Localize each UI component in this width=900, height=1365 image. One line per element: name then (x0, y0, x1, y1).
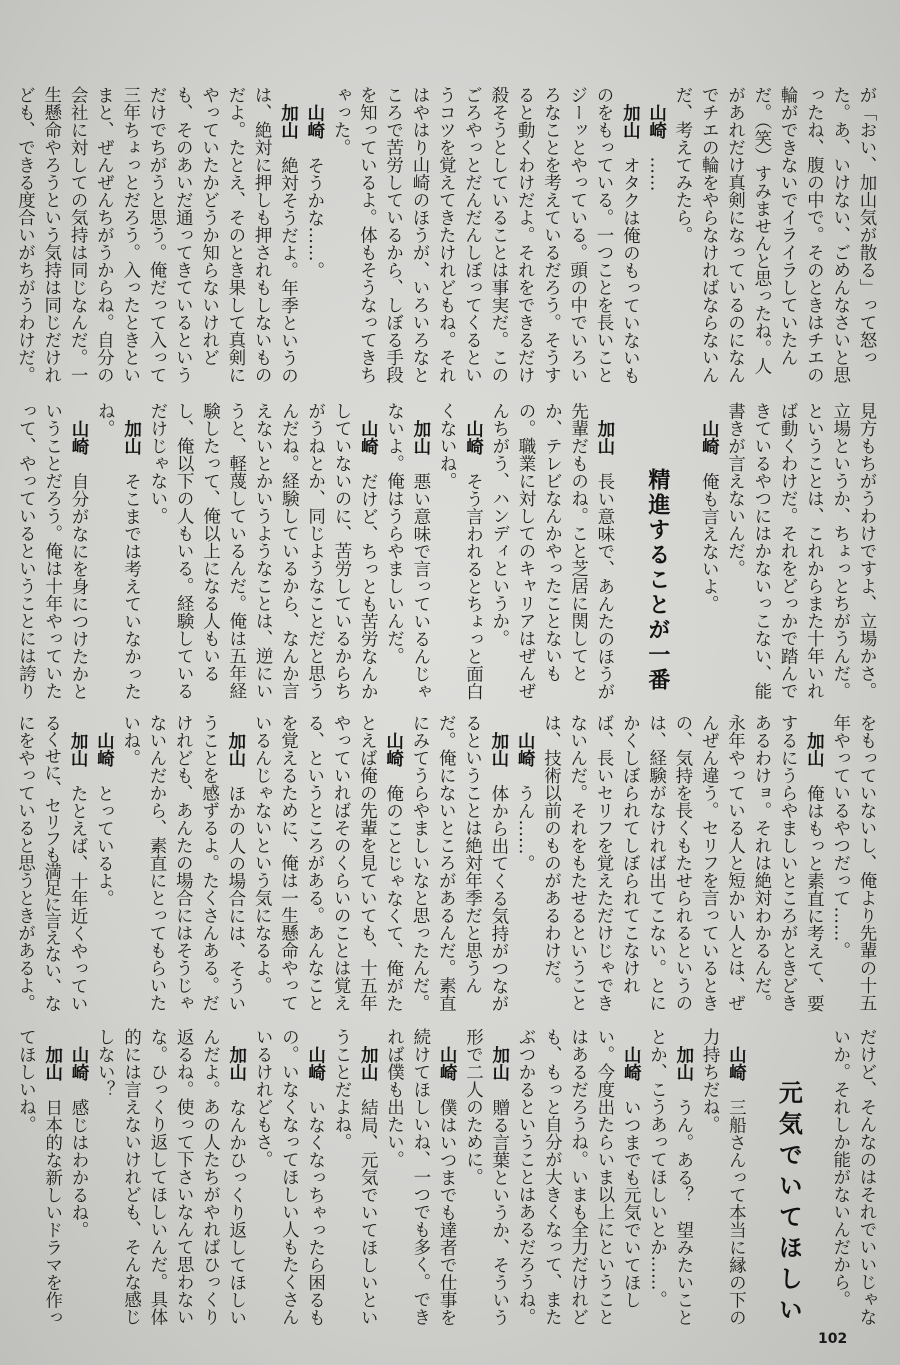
speaker-turn-line (355, 402, 381, 704)
text-line: も、もっと自分が大きくなって、また (542, 1028, 563, 1326)
speaker-turn-line (66, 1028, 92, 1330)
text-line: 見方もちがうわけですよ、立場かさ。 (857, 402, 877, 700)
speaker-turn-line (696, 402, 722, 704)
text-line: がうねとか、同じようなことだと思う (305, 402, 326, 700)
text-line: だけど、そんなのはそれでいいじゃな (857, 1028, 877, 1326)
line-text: そこまでは考えていなかった (121, 472, 142, 700)
speaker-turn-line (66, 402, 92, 704)
text-line: ども、できる度合いがちがうわけだ。 (15, 86, 36, 384)
speaker-name: 加山 (42, 1045, 63, 1081)
line-text: 絶対そうだよ。年季というの (278, 156, 299, 384)
text-line: は、絶対に押しも押されもしないもの (252, 86, 273, 384)
line-text: ほかの人の場合には、そうい (225, 784, 246, 1012)
text-line: の。いなくなってほしい人もたくさん (279, 1028, 300, 1326)
speaker-turn-line (671, 1028, 697, 1330)
speaker-name: 山崎 (383, 731, 404, 767)
text-line: 形で二人のために。 (463, 1028, 484, 1186)
text-line: るということは絶対年季だと思うん (462, 714, 483, 994)
speaker-turn-line (486, 714, 512, 1016)
text-line: を覚えるために、俺は一生懸命やって (278, 714, 299, 1012)
line-text: オタクは俺のもっていないも (620, 156, 641, 384)
text-line: ぶつかるということはあるだろうね。 (516, 1028, 537, 1326)
text-line: 年やっているやつだって……。 (830, 714, 851, 959)
text-line: うコツを覚えてきたけれどもね。それ (436, 86, 457, 384)
line-text: 俺はもっと素直に考えて、要 (804, 784, 825, 1012)
text-line: はやはり山崎のほうが、いろいろなと (409, 86, 430, 384)
text-line: にみてうらやましいなと思ったんだ。 (409, 714, 430, 1012)
text-line: てほしいね。 (16, 1028, 37, 1133)
line-text: たとえば、十年近くやってい (68, 784, 89, 1012)
text-line: はあるだろうね。いまも全力だけれど (568, 1028, 589, 1326)
speaker-name: 山崎 (358, 419, 379, 455)
text-line: るくせに、セリフも満足に言えない、な (41, 714, 62, 1012)
text-line: ジーッとやっている。頭の中でいろい (567, 86, 588, 384)
text-line: きているやつにはかないっこない、能 (751, 402, 772, 700)
text-line: かくしぼられてしぼられてこなけれ (620, 714, 641, 994)
text-line: いるけれどもさ。 (253, 1028, 274, 1168)
text-line: る、というところがある。あんなこと (304, 714, 325, 1012)
speaker-turn-line (618, 1028, 644, 1330)
text-line: が「おい、加山気が散る」って怒っ (857, 86, 877, 366)
line-text: とっているよ。 (94, 784, 115, 907)
text-line: だけでちがうと思う。俺だって入って (146, 86, 167, 384)
speaker-turn-line (223, 1028, 249, 1330)
text-line: ね。 (95, 402, 116, 437)
text-line: でチエの輪をやらなければならないん (699, 86, 720, 384)
text-line: 的には言えないけれども、そんな感じ (121, 1028, 142, 1326)
speaker-name: 加山 (410, 419, 431, 455)
text-line: を知っているよ。体もそうなってきち (357, 86, 378, 384)
text-line: も、そのあいだ通ってきているという (173, 86, 194, 384)
text-line: んだよ。あの人たちがやればひっくり (200, 1028, 221, 1326)
speaker-name: 山崎 (726, 1045, 747, 1081)
speaker-name: 加山 (278, 103, 299, 139)
text-line: 返るね。使って下さいなんて思わない (174, 1028, 195, 1326)
text-line: あるわけョ。それは絶対わかるんだ。 (751, 714, 772, 1012)
text-line: 先輩だものね。こと芝居に関してと (568, 402, 589, 682)
text-line: い。今度出たらいま以上にということ (594, 1028, 615, 1326)
text-line: の、気持を長くもたせられるというの (672, 714, 693, 1012)
speaker-turn-line (118, 402, 144, 704)
speaker-name: 加山 (358, 1045, 379, 1081)
line-text: なんかひっくり返してほしい (226, 1098, 247, 1326)
text-line: ということは、これからまた十年いれ (804, 402, 825, 700)
text-line: 三年ちょっとだろう。入ったときとい (120, 86, 141, 384)
text-line: 生懸命やろうという気持は同じだけれ (41, 86, 62, 384)
line-text: 体から出てくる気持がつなが (488, 784, 509, 1012)
text-line: か、テレビなんかやったことないも (542, 402, 563, 682)
speaker-name: 山崎 (515, 731, 536, 767)
speaker-turn-line (65, 714, 91, 1016)
speaker-name: 山崎 (305, 1045, 326, 1081)
speaker-turn-line (434, 1028, 460, 1330)
text-line: いね。 (120, 714, 141, 767)
speaker-name: 加山 (226, 1045, 247, 1081)
speaker-turn-line (617, 86, 643, 388)
line-text: …… (646, 156, 667, 191)
text-line: 書きが言えないんだ。 (725, 402, 746, 577)
speaker-name: 山崎 (621, 1045, 642, 1081)
section-heading: 精進することが一番 (644, 468, 670, 693)
line-text: うん。ある？ 望みたいこと (673, 1098, 694, 1326)
text-line: た。あ、いけない、ごめんなさいと思 (830, 86, 851, 384)
speaker-name: 山崎 (68, 1045, 89, 1081)
text-line: 続けてほしいね、一つでも多く。でき (410, 1028, 431, 1326)
text-line: な。ひっくり返してほしいんだ。具体 (147, 1028, 168, 1326)
line-text: 自分がなにを身につけたかと (68, 472, 89, 700)
speaker-turn-line (408, 402, 434, 704)
speaker-name: 加山 (489, 1045, 510, 1081)
line-text: 贈る言葉というか、そういう (489, 1098, 510, 1326)
text-line: 験したって、俺以上になる人もいる (200, 402, 221, 682)
text-line: えないとかいうようなことは、逆にい (253, 402, 274, 700)
text-line: ると動くわけだよ。それをできるだけ (515, 86, 536, 384)
speaker-turn-line (301, 86, 327, 388)
speaker-name: 加山 (488, 731, 509, 767)
speaker-name: 山崎 (68, 419, 89, 455)
text-line: の。職業に対してのキャリアはぜんぜ (516, 402, 537, 700)
text-line: んだね。経験しているから、なんか言 (279, 402, 300, 700)
line-text: 俺も言えないよ。 (699, 472, 720, 612)
text-line: 会社に対しての気持は同じなんだ。一 (68, 86, 89, 384)
text-tier-1 (10, 86, 880, 388)
speaker-name: 山崎 (646, 103, 667, 139)
text-line: とえば俺の先輩を見ていても、十五年 (357, 714, 378, 1012)
speaker-name: 山崎 (304, 103, 325, 139)
text-tier-3 (10, 714, 880, 1016)
line-text: 三船さんって本当に縁の下の (726, 1098, 747, 1326)
speaker-turn-line (223, 714, 249, 1016)
speaker-name: 加山 (68, 731, 89, 767)
page-number: 102 (818, 1331, 848, 1347)
text-line: していないのに、苦労しているからち (331, 402, 352, 700)
text-line: ないんだから、素直にとってもらいた (146, 714, 167, 1012)
line-text: だけど、ちっとも苦労なんか (358, 472, 379, 700)
text-line: ゃった。 (331, 86, 352, 156)
text-line: だけじゃない。 (147, 402, 168, 525)
text-line: ないんだ。それをもたせるということ (567, 714, 588, 1012)
text-line: うと、軽蔑しているんだ。俺は五年経 (226, 402, 247, 700)
speaker-name: 加山 (121, 419, 142, 455)
text-line: ったね、腹の中で。そのときはチエの (804, 86, 825, 384)
speaker-turn-line (801, 714, 827, 1016)
line-text: いつまでも元気でいてほし (621, 1098, 642, 1308)
speaker-turn-line (460, 402, 486, 704)
text-line: は、技術以前のものがあるわけだ。 (541, 714, 562, 994)
speaker-turn-line (275, 86, 301, 388)
text-line: んぜん違う。セリフを言っているとき (699, 714, 720, 1012)
text-line: って、やっているということには誇り (16, 402, 37, 700)
text-line: しない？ (95, 1028, 116, 1098)
text-line: のをもっている。一つことを長いこと (594, 86, 615, 384)
line-text: 悪い意味で言っているんじゃ (410, 472, 431, 700)
section-heading: 元気でいてほしい (774, 1080, 803, 1328)
speaker-name: 山崎 (437, 1045, 458, 1081)
speaker-turn-line (39, 1028, 65, 1330)
speaker-turn-line (592, 402, 618, 704)
line-text: 結局、元気でいてほしいとい (358, 1098, 379, 1326)
text-line: やっていたかどうか知らないけれど (199, 86, 220, 366)
text-line: だ。（笑）すみませんと思ったね。人 (751, 86, 772, 375)
text-line: 輪ができないでイライラしていたん (778, 86, 799, 366)
text-line: んちがう、ハンディというか。 (489, 402, 510, 647)
text-line: ろなことを考えているだろう。そうす (541, 86, 562, 384)
text-line: 永年やっている人と短かい人とは、ぜ (725, 714, 746, 1012)
text-line: やっていればそのくらいのことは覚え (331, 714, 352, 1012)
text-line: だよ。たとえ、そのとき果して真剣に (225, 86, 246, 384)
speaker-turn-line (643, 86, 669, 388)
line-text: そう言われるとちょっと面白 (463, 472, 484, 700)
speaker-name: 加山 (620, 103, 641, 139)
line-text: 日本的な新しいドラマを作っ (42, 1098, 63, 1326)
text-line: は、経験がなければ出てこない。とに (646, 714, 667, 1012)
speaker-name: 加山 (225, 731, 246, 767)
speaker-turn-line (91, 714, 117, 1016)
text-line: があれだけ真剣になっているのになん (725, 86, 746, 384)
speaker-name: 加山 (594, 419, 615, 455)
speaker-name: 山崎 (699, 419, 720, 455)
text-line: し、俺以下の人もいる。経験している (174, 402, 195, 700)
line-text: そうかな……。 (304, 156, 325, 279)
text-tier-4 (10, 1028, 880, 1330)
speaker-name: 加山 (673, 1045, 694, 1081)
text-line: うことだよね。 (331, 1028, 352, 1151)
line-text: 僕はいつまでも達者で仕事を (437, 1098, 458, 1326)
line-text: 感じはわかるね。 (68, 1098, 89, 1238)
text-line: だ。俺にないところがあるんだ。素直 (436, 714, 457, 1012)
text-line: だ、考えてみたら。 (672, 86, 693, 244)
speaker-turn-line (512, 714, 538, 1016)
text-line: うことを感ずるよ。たくさんある。だ (199, 714, 220, 1012)
speaker-turn-line (486, 1028, 512, 1330)
text-line: 殺そうとしていることは事実だ。この (488, 86, 509, 384)
text-tier-2 (10, 402, 880, 704)
text-line: 力持ちだね。 (700, 1028, 721, 1133)
speaker-turn-line (723, 1028, 749, 1330)
text-line: をもっていないし、俺より先輩の十五 (857, 714, 877, 1012)
text-line: れば僕も出たい。 (384, 1028, 405, 1168)
text-line: ば動くわけだ。それをどっかで踏んで (778, 402, 799, 700)
text-line: まと、ぜんぜんちがうからね。自分の (94, 86, 115, 384)
text-line: にをやっていると思うときがあるよ。 (15, 714, 36, 1012)
speaker-turn-line (355, 1028, 381, 1330)
text-line: とか、こうあってほしいとか……。 (647, 1028, 668, 1308)
text-line: ば、長いセリフを覚えただけじゃでき (594, 714, 615, 1012)
text-line: するにうらやましいところがときどき (778, 714, 799, 1012)
text-line: ごろやっとだんだんしぼってくるとい (462, 86, 483, 384)
text-line: いうことだろう。俺は十年やっていた (42, 402, 63, 700)
text-line: いるんじゃないという気になるよ。 (252, 714, 273, 994)
text-line: いか。それしか能がないんだから。 (830, 1028, 851, 1308)
text-line: くないね。 (437, 402, 458, 490)
speaker-name: 加山 (804, 731, 825, 767)
speaker-turn-line (380, 714, 406, 1016)
line-text: 俺のことじゃなくて、俺がた (383, 784, 404, 1012)
speaker-turn-line (302, 1028, 328, 1330)
line-text: いなくなっちゃったら困るも (305, 1098, 326, 1326)
line-text: 長い意味で、あんたのほうが (594, 472, 615, 700)
text-line: 立場というか、ちょっとちがうんだ。 (830, 402, 851, 700)
text-line: けれども、あんたの場合にはそうじゃ (173, 714, 194, 1012)
line-text: うん……。 (515, 784, 536, 872)
speaker-name: 山崎 (94, 731, 115, 767)
text-line: ないよ。俺はうらやましいんだ。 (384, 402, 405, 665)
speaker-name: 山崎 (463, 419, 484, 455)
text-line: ころで苦労しているから、しぼる手段 (383, 86, 404, 384)
